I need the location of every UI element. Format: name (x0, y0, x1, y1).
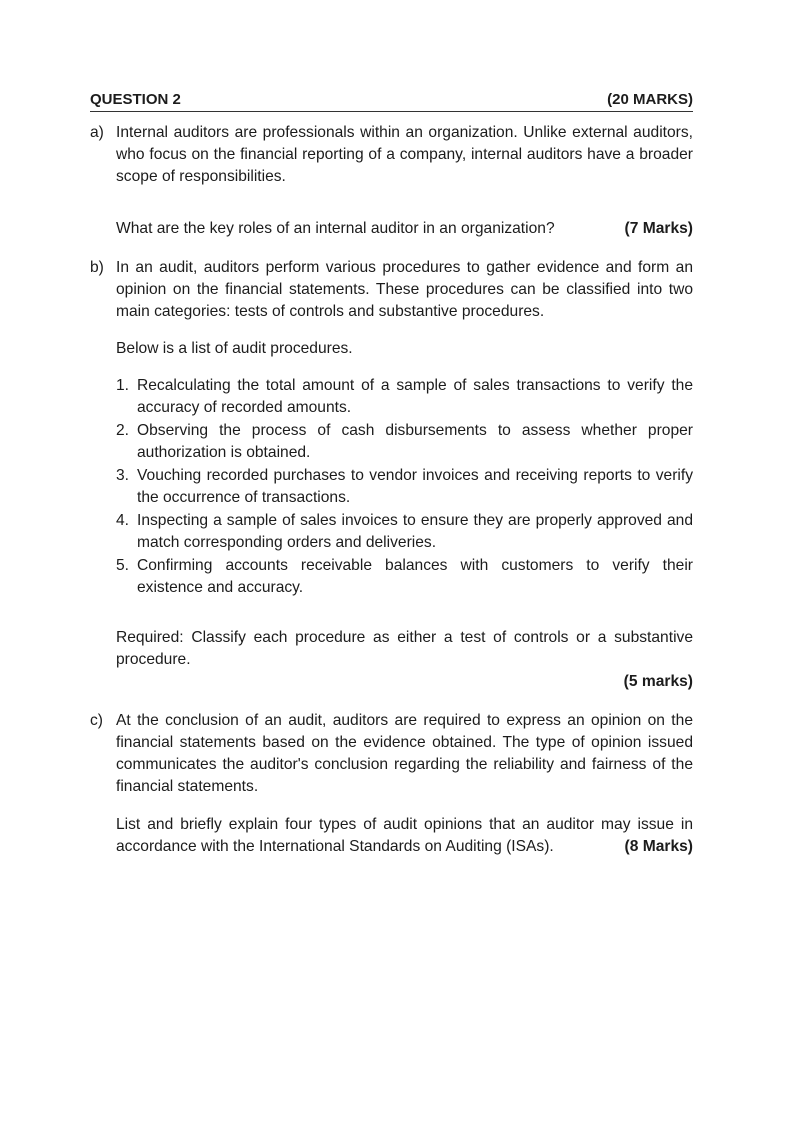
part-c-label: c) (90, 712, 103, 729)
question-title: QUESTION 2 (90, 91, 181, 108)
part-b-intro: Below is a list of audit procedures. (116, 340, 353, 357)
part-c-marks: (8 Marks) (624, 838, 693, 855)
item-text: Recalculating the total amount of a sample of sales transactions to verify the accuracy of recorded amounts. (137, 377, 693, 416)
part-a-label: a) (90, 124, 104, 141)
part-a-question (116, 218, 693, 240)
part-c-text: At the conclusion of an audit, auditors are required to express an opinion on the financial statements based on the evidence obtained. The type of opinion issued communicates the auditor's conclusion regarding the reliability and fairness of the financial statements. (116, 712, 693, 795)
procedure-list (116, 375, 693, 600)
list-item (116, 465, 693, 509)
part-b-required (116, 627, 693, 693)
item-number: 5. (116, 557, 130, 574)
total-marks: (20 MARKS) (607, 91, 693, 108)
item-text: Observing the process of cash disbursements to assess whether proper authorization is obtained. (137, 422, 693, 461)
item-number: 4. (116, 512, 130, 529)
list-item (116, 555, 693, 599)
item-number: 1. (116, 377, 130, 394)
part-a-text: Internal auditors are professionals within an organization. Unlike external auditors, who focus on the financial reporting of a company, internal auditors have a broader scope of responsibilities. (116, 124, 693, 185)
item-number: 3. (116, 467, 130, 484)
part-c (90, 710, 693, 798)
question-header (90, 91, 693, 112)
item-text: Inspecting a sample of sales invoices to ensure they are properly approved and match corresponding orders and deliveries. (137, 512, 693, 551)
part-a-marks: (7 Marks) (624, 220, 693, 237)
item-text: Confirming accounts receivable balances with customers to verify their existence and accuracy. (137, 557, 693, 596)
list-item (116, 420, 693, 464)
part-b-marks: (5 marks) (623, 673, 693, 690)
part-a (90, 122, 693, 188)
part-c-question-text: List and briefly explain four types of audit opinions that an auditor may issue in accordance with the International Standards on Auditing (ISAs). (116, 816, 693, 855)
list-item (116, 510, 693, 554)
list-item (116, 375, 693, 419)
item-number: 2. (116, 422, 130, 439)
part-c-question (116, 814, 693, 858)
part-a-question-text: What are the key roles of an internal auditor in an organization? (116, 220, 555, 237)
part-b-required-text: Required: Classify each procedure as either a test of controls or a substantive procedure. (116, 629, 693, 668)
part-b-label: b) (90, 259, 104, 276)
item-text: Vouching recorded purchases to vendor invoices and receiving reports to verify the occurrence of transactions. (137, 467, 693, 506)
part-b (90, 257, 693, 323)
part-b-text: In an audit, auditors perform various procedures to gather evidence and form an opinion on the financial statements. These procedures can be classified into two main categories: tests of controls and substantive procedures. (116, 259, 693, 320)
